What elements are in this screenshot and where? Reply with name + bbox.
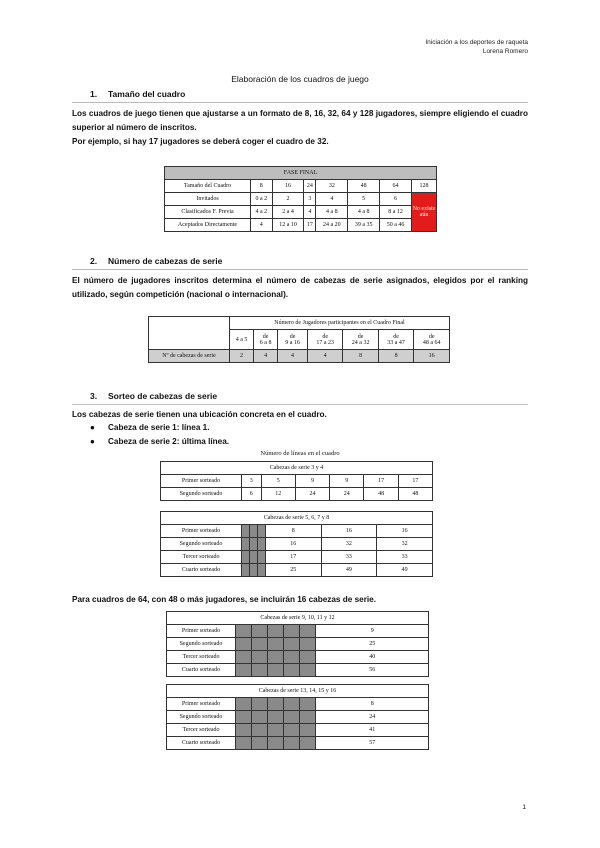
section-1-heading	[72, 89, 185, 99]
cell: Invitados	[165, 193, 251, 206]
cell: 33	[377, 551, 433, 564]
col-header: de 6 a 8	[254, 330, 278, 350]
section-1-number: 1.	[90, 89, 98, 99]
cell: Aceptados Directamente	[165, 219, 251, 232]
cabezas-serie-table	[148, 316, 450, 363]
section-1-example: Por ejemplo, si hay 17 jugadores se deberá coger el cuadro de 32.	[72, 137, 329, 146]
gray-cell	[284, 625, 300, 638]
cell: 24	[295, 488, 329, 501]
col-header: de 33 a 47	[378, 330, 413, 350]
section-2-paragraph: El número de jugadores inscritos determina el número de cabezas de serie asignados, elegidos por el ranking utilizado, según competición (nacional o internacional).	[72, 276, 528, 299]
cell: 24	[330, 488, 364, 501]
row-label: Cuarto sorteado	[167, 737, 236, 750]
gray-cell	[268, 638, 284, 651]
cell: 4	[304, 206, 316, 219]
cabezas-5-8-table	[160, 511, 433, 577]
cabezas-9-12-table	[166, 611, 429, 677]
gray-cell	[252, 698, 268, 711]
row-label: Tercer sorteado	[167, 724, 236, 737]
cell: 4	[251, 219, 273, 232]
cell: 9	[316, 625, 429, 638]
gray-cell	[236, 698, 252, 711]
cell: 41	[316, 724, 429, 737]
cell: 48	[398, 488, 432, 501]
gray-cell	[236, 638, 252, 651]
cell: 49	[321, 564, 377, 577]
cell: 17	[364, 475, 398, 488]
gray-cell	[236, 651, 252, 664]
section-3-number: 3.	[90, 391, 98, 401]
cell: 50 a 46	[380, 219, 412, 232]
section-3-paragraph: Los cabezas de serie tienen una ubicación concreta en el cuadro.	[72, 410, 327, 419]
gray-cell	[249, 525, 257, 538]
empty-corner	[149, 317, 230, 350]
gray-cell	[252, 711, 268, 724]
row-label: Primer sorteado	[167, 698, 236, 711]
section-1-title: Tamaño del cuadro	[108, 89, 186, 99]
row-label: Primer sorteado	[161, 475, 242, 488]
cell: 3	[242, 475, 262, 488]
row-label: Tercer sorteado	[161, 551, 242, 564]
section-2-rule	[72, 269, 528, 270]
col-header: de 17 a 23	[307, 330, 342, 350]
gray-cell	[252, 625, 268, 638]
cell: Clasificados F. Previa	[165, 206, 251, 219]
section-3-title: Sorteo de cabezas de serie	[108, 391, 218, 401]
bullet-icon: ●	[90, 437, 95, 446]
bullet-item: ● Cabeza de serie 1: línea 1.	[90, 423, 210, 432]
cell: 8	[265, 525, 321, 538]
cell: 8 a 12	[380, 206, 412, 219]
col-header: de 24 a 32	[343, 330, 378, 350]
lineas-title: Número de líneas en el cuadro	[260, 450, 340, 457]
gray-cell	[252, 664, 268, 677]
cell: 12 a 10	[272, 219, 304, 232]
gray-cell	[300, 664, 316, 677]
row-label: Segundo sorteado	[161, 488, 242, 501]
fase-final-title: FASE FINAL	[165, 167, 437, 180]
header-course: Iniciación a los deportes de raqueta	[425, 39, 528, 46]
gray-cell	[284, 638, 300, 651]
running-header	[425, 38, 528, 56]
section-3-rule	[72, 404, 528, 405]
cell: 4 a 8	[348, 206, 380, 219]
cell: 12	[261, 488, 295, 501]
row-label: Cuarto sorteado	[161, 564, 242, 577]
cell: Tamaño del Cuadro	[165, 180, 251, 193]
gray-cell	[300, 625, 316, 638]
cabezas-13-16-table	[166, 684, 429, 750]
table-title: Cabezas de serie 9, 10, 11 y 12	[167, 612, 429, 625]
gray-cell	[268, 724, 284, 737]
cell: 57	[316, 737, 429, 750]
gray-cell	[242, 564, 250, 577]
cell: 4	[278, 350, 308, 363]
section-3-heading	[72, 391, 217, 401]
cell: 16	[321, 525, 377, 538]
gray-cell	[300, 638, 316, 651]
section-2-number: 2.	[90, 256, 98, 266]
gray-cell	[268, 737, 284, 750]
gray-cell	[249, 564, 257, 577]
row-label: Segundo sorteado	[167, 638, 236, 651]
cell: 33	[321, 551, 377, 564]
gray-cell	[242, 525, 250, 538]
gray-cell	[268, 698, 284, 711]
document-title: Elaboración de los cuadros de juego	[231, 74, 369, 84]
cell: 40	[316, 651, 429, 664]
cell: 2	[230, 350, 254, 363]
gray-cell	[300, 737, 316, 750]
cell: 64	[380, 180, 412, 193]
para-64: Para cuadros de 64, con 48 o más jugadores, se incluirán 16 cabezas de serie.	[72, 595, 376, 604]
gray-cell	[284, 737, 300, 750]
gray-cell	[252, 638, 268, 651]
cell: 49	[377, 564, 433, 577]
cell: 16	[414, 350, 450, 363]
table-title: Cabezas de serie 13, 14, 15 y 16	[167, 685, 429, 698]
cell: 2	[272, 193, 304, 206]
gray-cell	[252, 724, 268, 737]
bullet-item: ● Cabeza de serie 2: última línea.	[90, 437, 230, 446]
cell: 16	[265, 538, 321, 551]
cell: 24 a 20	[316, 219, 348, 232]
header-author: Lorena Romero	[482, 48, 528, 55]
gray-cell	[236, 711, 252, 724]
col-header: de 48 a 64	[414, 330, 450, 350]
gray-cell	[249, 538, 257, 551]
fase-final-table	[164, 166, 437, 232]
cell: 17	[304, 219, 316, 232]
cell: 8	[378, 350, 413, 363]
cell: 32	[321, 538, 377, 551]
gray-cell	[268, 711, 284, 724]
cell: 4	[254, 350, 278, 363]
cell: 17	[398, 475, 432, 488]
row-label: Primer sorteado	[161, 525, 242, 538]
col-header: 4 a 5	[230, 330, 254, 350]
cell: 2 a 4	[272, 206, 304, 219]
row-label: Segundo sorteado	[161, 538, 242, 551]
cell: 16	[377, 525, 433, 538]
cell: 24	[304, 180, 316, 193]
gray-cell	[300, 724, 316, 737]
gray-cell	[284, 651, 300, 664]
gray-cell	[236, 724, 252, 737]
cell: 17	[265, 551, 321, 564]
cabezas-table-title: Número de Jugadores participantes en el Cuadro Final	[230, 317, 450, 330]
section-1-paragraph: Los cuadros de juego tienen que ajustarse a un formato de 8, 16, 32, 64 y 128 jugadores, siempre eligiendo el cuadro superior al número de inscritos.	[72, 109, 528, 132]
gray-cell	[284, 664, 300, 677]
cell: 48	[348, 180, 380, 193]
gray-cell	[257, 551, 265, 564]
cell: 9	[330, 475, 364, 488]
cabezas-3-4-table	[160, 461, 433, 501]
cell: 4	[316, 193, 348, 206]
cell: 32	[316, 180, 348, 193]
gray-cell	[257, 525, 265, 538]
cell: 8	[343, 350, 378, 363]
cell: 8	[251, 180, 273, 193]
red-note-cell: No existe aún	[412, 193, 437, 232]
row-label: Nº de cabezas de serie	[149, 350, 230, 363]
gray-cell	[236, 625, 252, 638]
cell: 4	[307, 350, 342, 363]
cell: 3	[304, 193, 316, 206]
gray-cell	[268, 651, 284, 664]
gray-cell	[252, 737, 268, 750]
row-label: Primer sorteado	[167, 625, 236, 638]
gray-cell	[268, 625, 284, 638]
page-number: 1	[522, 804, 526, 811]
gray-cell	[242, 551, 250, 564]
table-title: Cabezas de serie 3 y 4	[161, 462, 433, 475]
cell: 9	[295, 475, 329, 488]
gray-cell	[249, 551, 257, 564]
col-header: de 9 a 16	[278, 330, 308, 350]
cell: 6	[380, 193, 412, 206]
cell: 128	[412, 180, 437, 193]
cell: 8	[316, 698, 429, 711]
section-1-rule	[72, 102, 528, 103]
gray-cell	[268, 664, 284, 677]
cell: 4 a 8	[316, 206, 348, 219]
gray-cell	[284, 698, 300, 711]
gray-cell	[284, 711, 300, 724]
table-title: Cabezas de serie 5, 6, 7 y 8	[161, 512, 433, 525]
cell: 4 a 2	[251, 206, 273, 219]
gray-cell	[236, 664, 252, 677]
gray-cell	[257, 538, 265, 551]
row-label: Cuarto sorteado	[167, 664, 236, 677]
section-2-heading	[72, 256, 222, 266]
row-label: Segundo sorteado	[167, 711, 236, 724]
section-2-title: Número de cabezas de serie	[108, 256, 223, 266]
cell: 39 a 35	[348, 219, 380, 232]
gray-cell	[236, 737, 252, 750]
gray-cell	[300, 651, 316, 664]
row-label: Tercer sorteado	[167, 651, 236, 664]
cell: 6	[242, 488, 262, 501]
gray-cell	[252, 651, 268, 664]
cell: 48	[364, 488, 398, 501]
cell: 24	[316, 711, 429, 724]
bullet-icon: ●	[90, 423, 95, 432]
gray-cell	[257, 564, 265, 577]
cell: 56	[316, 664, 429, 677]
gray-cell	[242, 538, 250, 551]
cell: 0 a 2	[251, 193, 273, 206]
cell: 32	[377, 538, 433, 551]
cell: 16	[272, 180, 304, 193]
cell: 5	[348, 193, 380, 206]
gray-cell	[300, 711, 316, 724]
cell: 25	[265, 564, 321, 577]
gray-cell	[284, 724, 300, 737]
gray-cell	[300, 698, 316, 711]
cell: 5	[261, 475, 295, 488]
cell: 25	[316, 638, 429, 651]
